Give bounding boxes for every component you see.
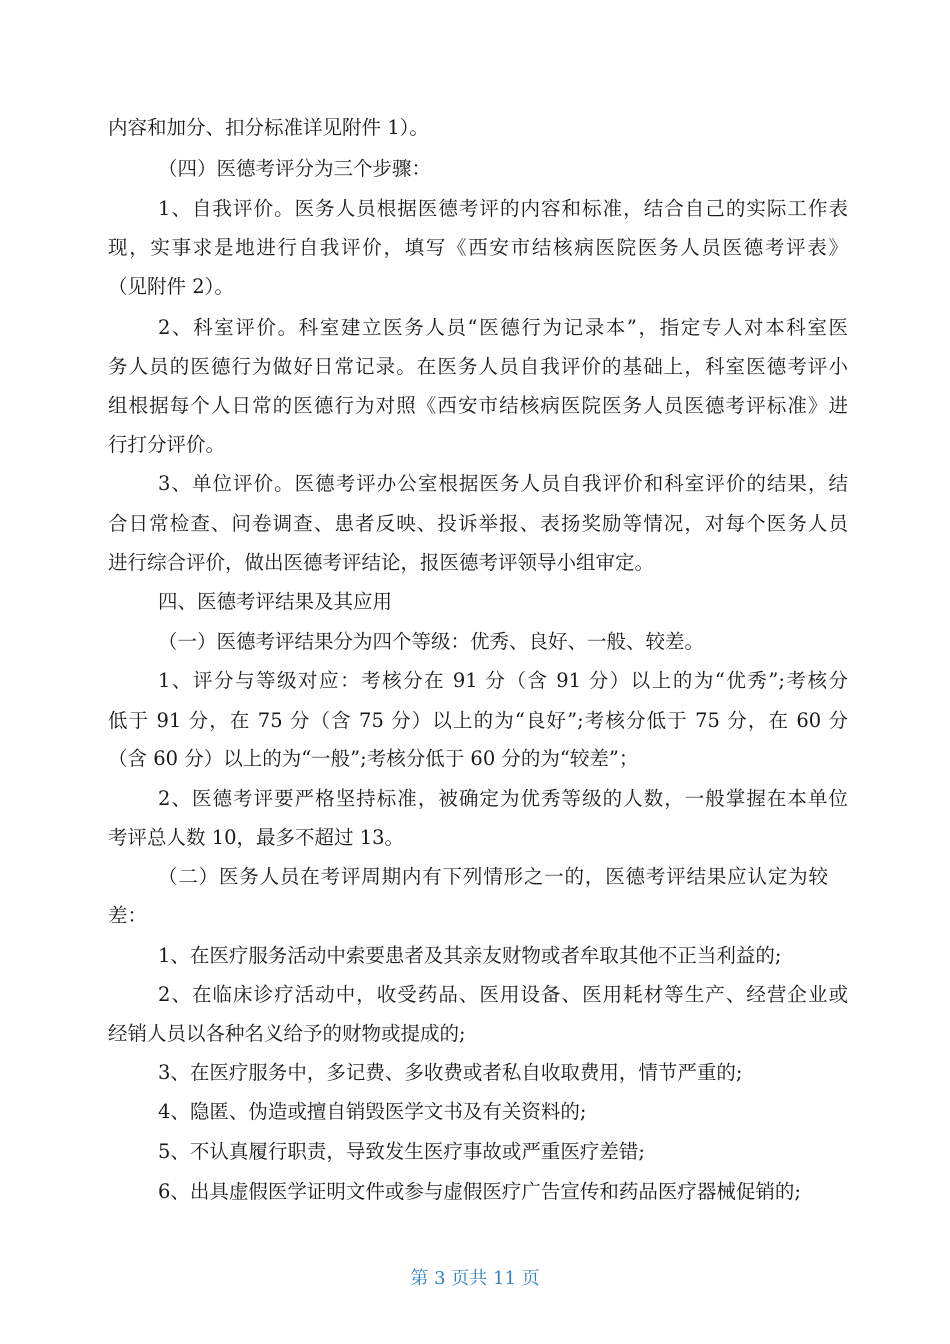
body-text-line: 低于 91 分，在 75 分（含 75 分）以上的为“良好”;考核分低于 75 分，在 60 分 [108,709,848,732]
body-text-line: 进行综合评价，做出医德考评结论，报医德考评领导小组审定。 [108,551,655,574]
body-text-line: （见附件 2）。 [108,275,234,298]
section-heading: （四）医德考评分为三个步骤： [158,157,432,180]
body-text-line: 现，实事求是地进行自我评价，填写《西安市结核病医院医务人员医德考评表》 [108,236,848,259]
list-item: 3、在医疗服务中，多记费、多收费或者私自收取费用，情节严重的; [158,1061,743,1084]
body-text-line: 2、科室评价。科室建立医务人员“医德行为记录本”，指定专人对本科室医 [158,316,848,339]
body-text-line: 1、评分与等级对应：考核分在 91 分（含 91 分）以上的为“优秀”;考核分 [158,669,848,692]
list-item: 6、出具虚假医学证明文件或参与虚假医疗广告宣传和药品医疗器械促销的; [158,1180,801,1203]
section-heading: （二）医务人员在考评周期内有下列情形之一的，医德考评结果应认定为较 [158,865,828,888]
body-text-line: 务人员的医德行为做好日常记录。在医务人员自我评价的基础上，科室医德考评小 [108,355,848,378]
section-heading: 差： [108,904,148,927]
page-number-footer: 第 3 页共 11 页 [410,1268,540,1289]
list-item: 5、不认真履行职责，导致发生医疗事故或严重医疗差错; [158,1140,645,1163]
body-text-line: 行打分评价。 [108,433,226,456]
section-heading: 四、医德考评结果及其应用 [158,590,393,613]
body-text-line: （含 60 分）以上的为“一般”;考核分低于 60 分的为“较差”； [108,747,639,770]
section-heading: （一）医德考评结果分为四个等级：优秀、良好、一般、较差。 [158,630,705,653]
body-text-line: 内容和加分、扣分标准详见附件 1）。 [108,116,429,139]
body-text-line: 1、自我评价。医务人员根据医德考评的内容和标准，结合自己的实际工作表 [158,197,848,220]
list-item: 4、隐匿、伪造或擅自销毁医学文书及有关资料的; [158,1100,587,1123]
body-text-line: 2、医德考评要严格坚持标准，被确定为优秀等级的人数，一般掌握在本单位 [158,787,848,810]
body-text-line: 3、单位评价。医德考评办公室根据医务人员自我评价和科室评价的结果，结 [158,472,848,495]
body-text-line: 合日常检查、问卷调查、患者反映、投诉举报、表扬奖励等情况，对每个医务人员 [108,512,848,535]
list-item: 2、在临床诊疗活动中，收受药品、医用设备、医用耗材等生产、经营企业或 [158,983,848,1006]
list-item: 经销人员以各种名义给予的财物或提成的; [108,1022,466,1045]
list-item: 1、在医疗服务活动中索要患者及其亲友财物或者牟取其他不正当利益的; [158,944,782,967]
body-text-line: 考评总人数 10，最多不超过 13。 [108,826,405,849]
body-text-line: 组根据每个人日常的医德行为对照《西安市结核病医院医务人员医德考评标准》进 [108,394,848,417]
